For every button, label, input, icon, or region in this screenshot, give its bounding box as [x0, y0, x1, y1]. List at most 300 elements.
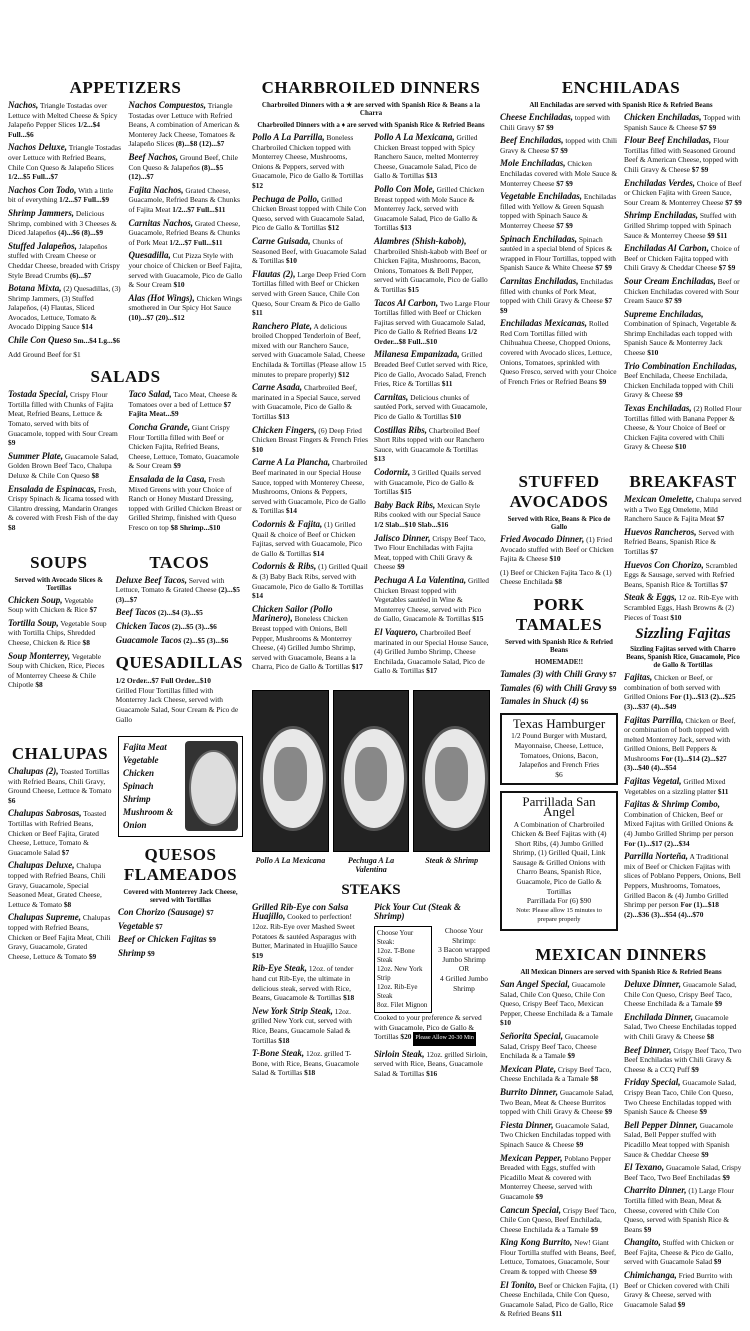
- item-name: Fajitas Vegetal,: [624, 776, 682, 787]
- item-name: Fajita Nachos,: [128, 184, 184, 195]
- item-price: (2)...$4 (3)...$5: [157, 608, 203, 618]
- item-name: Texas Enchiladas,: [624, 403, 692, 414]
- menu-item: [252, 1007, 368, 1045]
- menu-item: [8, 767, 112, 805]
- item-desc: Charbroiled Beef marinated in our Special House Sauce, (4) Grilled Jumbo Shrimp, Cheese Enchilada, Guacamole Salad, Pico de Gallo & Tortillas: [374, 627, 489, 676]
- item-desc: Guacamole Salad, Chile Con Queso, Crispy Beef Taco, Cheese Enchilada & a Tamale: [624, 980, 737, 1009]
- item-name: Sour Cream Enchiladas,: [624, 275, 716, 286]
- item-price: $9: [88, 951, 97, 961]
- item-desc: (1) Grilled Quail & (3) Baby Back Ribs, served with Guacamole, Pico de Gallo & Tortillas: [252, 562, 368, 591]
- item-name: Costillas Ribs,: [374, 424, 428, 435]
- item-price: $6: [8, 795, 16, 805]
- item-name: Tamales (6) with Chili Gravy: [500, 682, 608, 693]
- menu-item: [129, 219, 244, 248]
- menu-item: [252, 520, 368, 558]
- caption: Steak & Shrimp: [425, 855, 479, 865]
- item-price: (2)...$5 (3)...$6: [183, 635, 229, 645]
- menu-item: [8, 596, 110, 615]
- item-name: Codornis & Fajita,: [252, 518, 323, 529]
- item-desc: Topped with Spanish Sauce & Cheese: [624, 113, 741, 132]
- item-price: (8)...$5 (12)...$7: [128, 162, 224, 182]
- item-price: $9: [722, 1172, 730, 1182]
- item-price: $18: [278, 1035, 290, 1045]
- item-desc: Combination of Spinach, Vegetable & Shrimp Enchiladas each topped with Spanish Sauce & Monterrey Jack Cheese: [624, 319, 737, 358]
- item-price: $8: [35, 680, 43, 690]
- item-price: $9 $11: [707, 230, 728, 240]
- item-desc: Delicious chunks of sautéed Pork, served with Guacamole, Pico de Gallo & Tortillas: [374, 392, 488, 422]
- item-desc: Ground Beef, Chile Con Queso & Jalapeños: [128, 152, 238, 172]
- item-name: Soup Monterrey,: [8, 650, 71, 661]
- menu-item: [118, 908, 243, 918]
- item-name: Chile Con Queso: [8, 335, 72, 346]
- item-price: $7: [206, 908, 214, 918]
- item-desc: 12oz. of tender hand cut Rib-Eye, the ultimate in delicious steak, served with Rice, Beans, Guacamole & Tortillas: [252, 964, 354, 1003]
- menu-item: [624, 1163, 742, 1182]
- quesos-title: QUESOS FLAMEADOS: [123, 845, 238, 885]
- item-name: Fajitas,: [624, 672, 653, 683]
- shrimp-choices: Choose Your Shrimp: 3 Bacon wrapped Jumbo Shrimp OR 4 Grilled Jumbo Shrimp: [438, 926, 490, 993]
- menu-item: [8, 652, 110, 690]
- item-name: Chimichanga,: [624, 1270, 677, 1281]
- item-price: (4)...$6 (8)...$9: [58, 228, 104, 238]
- item-price: (2)...$5 (3)...$7: [115, 585, 240, 604]
- item-name: Friday Special,: [624, 1077, 681, 1088]
- item-name: Alas (Hot Wings),: [128, 292, 195, 303]
- item-name: Vegetable Enchiladas,: [500, 191, 583, 202]
- item-desc: Crispy Beef Taco, Two Flour Enchiladas with Fajita Meat, topped with Chili Gravy & Cheese: [374, 533, 486, 572]
- item-price: $11: [252, 308, 263, 318]
- charbroiled-left: [252, 133, 368, 680]
- item-price: $10: [670, 612, 682, 622]
- item-name: Enchiladas Verdes,: [624, 177, 696, 188]
- item-name: Summer Plate,: [8, 450, 64, 461]
- item-name: Beef Enchiladas,: [500, 135, 564, 146]
- menu-item: [500, 113, 618, 132]
- item-name: Deluxe Dinner,: [624, 979, 682, 990]
- item-price: 1/2...$7 Full...$11: [172, 204, 226, 214]
- item-name: Beef or Chicken Fajitas: [117, 934, 207, 945]
- item-name: Tortilla Soup,: [8, 617, 59, 628]
- item-price: $15: [407, 284, 419, 294]
- item-desc: Chalupas topped with Refried Beans, Chicken or Beef Fajita Meat, Chili Gravy, Guacamole, Grated Cheese, Lettuce & Tomato: [8, 913, 111, 961]
- item-price: $7: [61, 847, 70, 857]
- salads-left: [8, 390, 123, 536]
- wait-badge: Please Allow 20-30 Min: [413, 1032, 476, 1046]
- item-price: Sm...$4 Lg...$6: [73, 336, 120, 346]
- menu-item: [500, 1065, 618, 1084]
- menu-item: [8, 284, 123, 332]
- menu-item: [624, 1046, 742, 1075]
- item-desc: Grilled Chicken Breast topped with Mole Sauce & Monterrey Jack, served with Guacamole Salad, Pico de Gallo & Tortillas: [374, 184, 485, 233]
- item-price: $7 $9: [718, 263, 736, 273]
- item-name: Enchiladas Al Carbon,: [624, 243, 709, 254]
- item-name: Huevos Rancheros,: [624, 526, 697, 537]
- item-price: $12: [338, 369, 350, 379]
- item-desc: Combination of Chicken, Beef or Mixed Fajitas with Grilled Onions & (4) Jumbo Grilled Shrimp per person: [624, 809, 734, 839]
- item-name: Concha Grande,: [128, 422, 191, 433]
- menu-item: [374, 501, 490, 530]
- item-price: $9: [147, 948, 155, 958]
- item-price: $10: [500, 1018, 512, 1028]
- fajita-option: Spinach: [122, 781, 154, 792]
- menu-item: [624, 211, 742, 240]
- item-price: $10: [285, 256, 297, 266]
- item-desc: Grated Cheese, Guacamole, Refried Beans & Chunks of Pork Meat: [128, 218, 241, 247]
- item-price: $6: [580, 697, 589, 707]
- item-price: $9: [604, 1107, 613, 1117]
- item-price: $7: [609, 669, 617, 679]
- item-desc: Charbroiled Beef, marinated in a Special Sauce, served with Guacamole, Pico de Gallo & Tortillas: [252, 383, 361, 422]
- item-name: Shrimp: [117, 947, 146, 958]
- menu-item: [8, 861, 112, 909]
- item-price: $7 $9: [551, 145, 568, 155]
- item-desc: Triangle Tostadas over Lettuce with Refried Beans, Chile Con Queso & Jalapeño Slices: [8, 143, 121, 172]
- photo-pollo-mexicana: [252, 690, 329, 852]
- menu-item: [8, 336, 123, 346]
- item-name: Carnitas Enchiladas,: [500, 275, 579, 286]
- item-name: Enchiladas Mexicanas,: [500, 318, 588, 329]
- item-name: Fajitas & Shrimp Combo,: [624, 799, 721, 810]
- item-desc: Fresh, Crispy Spinach & Jicama tossed with Cilantro dressing, Mandarin Oranges & covered with Fresh Fish of the day: [8, 484, 119, 523]
- menu-item: [116, 608, 243, 618]
- caption: Pechuga A La Valentina: [347, 855, 395, 874]
- item-desc: Spinach sautéed in a special blend of Spices & wrapped in Flour Tortillas, topped with Spanish Sauce & White Cheese: [500, 234, 616, 273]
- menu-item: [129, 475, 244, 533]
- item-desc: Vegetable Soup with Chicken & Rice: [8, 595, 94, 615]
- appetizers-right: [129, 101, 244, 350]
- item-price: $8 Shrimp...$10: [170, 522, 221, 532]
- item-desc: Mexican Style Ribs cooked with our Special Sauce: [374, 500, 481, 520]
- item-price: $9: [691, 1064, 699, 1074]
- item-desc: Beef or Chicken Fajita, (1) Cheese Enchilada, Chile Con Queso, Guacamole Salad, Pico de Gallo, Rice & Refried Beans: [500, 1280, 618, 1319]
- item-name: Ensalada de Espinacas,: [8, 483, 97, 494]
- quesadillas-desc: Grilled Flour Tortillas filled with Monterrey Jack Cheese, served with Guacamole Salad, Sour Cream & Pico de Gallo: [115, 685, 239, 724]
- tamales-title: PORK TAMALES: [515, 594, 603, 634]
- item-name: Carne Asada,: [252, 382, 303, 393]
- item-price: $8: [82, 637, 90, 647]
- item-price: $14: [81, 322, 93, 332]
- fajita-option: Fajita Meat: [122, 742, 167, 753]
- item-name: Pollo A La Mexicana,: [374, 132, 455, 142]
- item-price: $7 $9: [595, 263, 612, 273]
- menu-item: [252, 237, 368, 266]
- menu-item: [624, 777, 742, 796]
- menu-item: [624, 495, 742, 524]
- menu-item: [129, 251, 244, 289]
- photo-captions: [252, 856, 490, 874]
- item-desc: Grilled Mixed Vegetables on a sizzling platter: [624, 777, 726, 796]
- item-desc: Chicken or Beef, or combination of both topped with melted Monterrey Jack, served with Grilled Onions, Bell Peppers & Mushrooms: [624, 715, 736, 763]
- item-name: Burrito Dinner,: [500, 1086, 559, 1097]
- item-desc: Poblano Pepper Breaded with Eggs, stuffed with Picadillo Meat & covered with Monterrey Cheese, served with Guacamole: [500, 1153, 611, 1201]
- charbroiled-right: [374, 133, 490, 680]
- fajita-box: [118, 736, 243, 837]
- item-desc: (1) Beef or Chicken Fajita Taco & (1) Cheese Enchilada: [500, 567, 612, 587]
- fajitas-title: Sizzling Fajitas: [635, 626, 731, 643]
- item-desc: (1) Large Flour Tortilla filled with Bean, Meat & Cheese, covered with Chile Con Queso, served with Spanish Rice & Beans: [624, 1186, 734, 1234]
- item-desc: With a little bit of everything: [8, 185, 114, 205]
- item-desc: (1) Grilled Quail & choice of Beef or Chicken Fajitas, served with Guacamole, Pico de Gallo & Tortillas: [252, 519, 363, 558]
- item-desc: New! Giant Flour Tortilla stuffed with Beans, Beef, Lettuce, Tomatoes, Guacamole, Sour Cream & topped with Cheese: [500, 1238, 617, 1277]
- item-price: $7 $9: [556, 178, 573, 188]
- item-name: Steak & Eggs,: [624, 592, 677, 603]
- menu-item: [8, 186, 123, 205]
- item-name: Fried Avocado Dinner,: [500, 534, 585, 544]
- menu-item: [624, 244, 742, 273]
- item-price: $7 $9: [556, 220, 573, 230]
- item-name: Tamales (3) with Chili Gravy: [500, 668, 608, 679]
- salads-section: [8, 367, 243, 536]
- item-name: Cheese Enchiladas,: [500, 112, 574, 122]
- item-desc: Beef Enchilada, Cheese Enchilada, Chicken Enchilada topped with Chili Gravy & Cheese: [624, 371, 734, 400]
- item-desc: Charbroiled Beef Short Ribs topped with our Ranchero Sauce, with Guacamole & Tortillas: [374, 425, 485, 454]
- item-price: $19: [252, 950, 264, 960]
- item-price: $7 $9: [691, 164, 709, 174]
- charbroiled-section: [252, 78, 490, 680]
- item-name: Tacos Al Carbon,: [374, 297, 439, 308]
- menu-item: [374, 576, 490, 624]
- fajita-option: Shrimp: [122, 794, 151, 805]
- menu-item: [252, 195, 368, 233]
- item-desc: Served with Refried Beans, Spanish Rice & Tortillas: [624, 527, 734, 556]
- item-desc: Scrambled Eggs & Sausage, served with Refried Beans, Spanish Rice & Tortillas: [624, 560, 738, 589]
- item-desc: Guacamole Salad, Two Chicken Enchiladas topped with Spinach Sauce & Cheese: [500, 1120, 611, 1149]
- item-price: $9: [677, 1299, 686, 1309]
- item-name: Beef Dinner,: [624, 1044, 672, 1055]
- menu-item: [374, 299, 490, 347]
- item-name: Parrilla Norteña,: [624, 851, 689, 862]
- item-price: (8)...$8 (12)...$7: [175, 139, 225, 149]
- menu-item: [252, 133, 368, 191]
- menu-item: [500, 1121, 618, 1150]
- item-name: Beef Tacos: [115, 607, 157, 618]
- item-price: $8: [63, 899, 72, 909]
- item-name: Vegetable: [117, 920, 154, 931]
- item-name: Rib-Eye Steak,: [252, 963, 307, 974]
- item-price: $8: [8, 522, 16, 532]
- item-name: New York Strip Steak,: [252, 1005, 333, 1016]
- menu-item: [624, 800, 742, 848]
- item-price: $9: [598, 376, 607, 386]
- item-price: $13: [374, 454, 386, 464]
- menu-item: [624, 852, 742, 919]
- fajita-photo: [185, 741, 238, 831]
- item-name: Chicken Fingers,: [252, 424, 317, 435]
- item-price: $10: [449, 412, 462, 422]
- item-desc: Crispy Beef Taco, Cheese Enchilada & a Tamale: [500, 1064, 612, 1084]
- item-desc: Jalapeños stuffed with Cream Cheese or Cheddar Cheese, breaded with Crispy Style Bread Crumbs: [8, 241, 120, 280]
- menu-item: [8, 619, 110, 648]
- item-name: Señorita Special,: [500, 1031, 564, 1041]
- item-desc: Choice of Beef or Chicken Fajita with Green Sauce, Sour Cream & Monterrey Cheese: [624, 178, 742, 207]
- item-desc: 12oz. grilled T-Bone, with Rice, Beans, Guacamole Salad & Tortillas: [252, 1049, 359, 1078]
- item-price: $7: [89, 605, 97, 615]
- item-price: $9: [590, 1224, 599, 1234]
- item-name: Codornis & Ribs,: [252, 561, 317, 572]
- menu-item: [500, 684, 618, 694]
- quesadillas-title: QUESADILLAS: [115, 653, 243, 673]
- item-desc: Choice of Beef or Chicken Fajita topped with Chili Gravy & Cheddar Cheese: [624, 244, 740, 273]
- menu-item: [252, 383, 368, 421]
- menu-item: [129, 186, 244, 215]
- item-name: Spinach Enchiladas,: [500, 233, 578, 244]
- item-desc: Chicken or Beef, or combination of both served with Grilled Onions: [624, 673, 721, 702]
- item-price: 1/2...$7 Full...$9: [59, 195, 110, 205]
- item-name: Nachos Deluxe,: [8, 142, 67, 153]
- item-desc: Flour Tortillas filled with Seasoned Ground Beef & American Cheese, topped with Chili Gravy & Cheese: [624, 136, 739, 174]
- item-price: $18: [304, 1068, 316, 1078]
- chalupas-title: CHALUPAS: [11, 744, 109, 764]
- item-price: $9: [643, 1224, 652, 1234]
- menu-item: [129, 101, 244, 149]
- menu-item: [500, 670, 618, 680]
- item-desc: Fresh Mixed Greens with your Choice of Ranch or Honey Mustard Dressing, topped with Grilled Chicken Breast or Grilled Shrimp, finished with Queso Fresco on top: [128, 475, 242, 532]
- menu-item: [500, 1032, 618, 1061]
- menu-item: [624, 528, 742, 557]
- menu-item: [500, 1206, 618, 1235]
- avocados-title: STUFFED AVOCADOS: [509, 472, 609, 511]
- menu-item: [118, 922, 243, 932]
- item-desc: Chalupa served with a Two Egg Omelette, Mild Ranchero Sauce & Fajita Meat: [624, 495, 742, 524]
- item-price: $14: [252, 591, 264, 601]
- item-name: Charrito Dinner,: [624, 1185, 687, 1196]
- item-price: $17: [426, 666, 438, 676]
- soups-note: Served with Avocado Slices & Tortillas: [14, 575, 104, 592]
- item-name: Pechuga A La Valentina,: [374, 574, 467, 585]
- item-price: $10: [173, 280, 185, 290]
- item-name: Baby Back Ribs,: [374, 499, 436, 510]
- item-price: $13: [426, 171, 438, 181]
- breakfast-title: BREAKFAST: [629, 472, 737, 491]
- item-price: $8: [91, 471, 99, 480]
- left-column: [8, 70, 243, 973]
- quesos-note: Covered with Monterrey Jack Cheese, served with Tortillas: [123, 888, 238, 905]
- menu-item: [116, 576, 243, 605]
- pick-title: Pick Your Cut (Steak & Shrimp): [374, 901, 461, 922]
- item-name: Stuffed Jalapeños,: [8, 240, 77, 251]
- item-price: $7 $9: [665, 296, 682, 306]
- item-desc: Chicken Enchiladas covered with Mole Sauce & Monterrey Cheese: [500, 159, 618, 188]
- item-name: Nachos Con Todo,: [8, 184, 77, 195]
- item-price: $7 $9: [536, 122, 554, 132]
- item-desc: Charbroiled Beef marinated in our Special House Sauce, topped with Monterey Cheese, Mushrooms, Onions & Peppers, served with Guacamole, Pico de Gallo & Tortillas: [252, 458, 368, 516]
- menu-item: [8, 101, 123, 139]
- steaks-title: STEAKS: [341, 881, 401, 898]
- menu-item: [500, 136, 618, 155]
- item-desc: Enchiladas filled with Yellow & Green Squash topped with Spinach Sauce & Monterrey Cheese: [500, 192, 617, 230]
- item-price: For (1)...$13 (2)...$25 (3)...$37 (4)...$49: [624, 692, 736, 711]
- menu-item: [500, 235, 618, 273]
- item-desc: Taco Meat, Cheese & Tomatoes over a bed of Lettuce: [128, 390, 238, 409]
- item-desc: Chalupa topped with Refried Beans, Chili Gravy, Guacamole, Special Seasoned Meat, Grated Cheese, Lettuce & Tomato: [8, 861, 106, 909]
- item-price: $12: [252, 180, 264, 190]
- item-price: $7 $9: [699, 122, 717, 132]
- chalupas-section: [8, 736, 112, 965]
- menu-item: [252, 426, 368, 455]
- item-desc: topped with Chili Gravy & Cheese: [500, 136, 618, 155]
- item-name: Grilled Rib-Eye con Salsa Huajillo,: [252, 901, 349, 922]
- item-price: $8: [706, 1032, 715, 1041]
- appetizers-left: [8, 101, 123, 350]
- item-name: El Tonito,: [500, 1279, 537, 1290]
- item-price: $14: [285, 506, 297, 516]
- item-desc: Guacamole Salad, Crispy Bean Taco, Chile Con Queso, Two Cheese Enchiladas topped with Spanish Sauce & Cheese: [624, 1078, 737, 1117]
- item-desc: Beef or Chicken Enchiladas covered with Sour Cream Sauce: [624, 276, 740, 306]
- item-desc: Triangle Tostadas over Lettuce with Melted Cheese & Spicy Jalapeño Pepper Slices: [8, 101, 118, 130]
- menu-item: [500, 568, 618, 587]
- soups-title: SOUPS: [30, 552, 88, 572]
- menu-item: [624, 673, 742, 711]
- caption: Pollo A La Mexicana: [255, 855, 326, 865]
- menu-item: [374, 534, 490, 572]
- item-price: $9: [208, 935, 216, 945]
- item-name: El Vaquero,: [374, 626, 419, 637]
- menu-item: [8, 390, 123, 448]
- fajita-option: Mushroom & Onion: [122, 807, 174, 831]
- item-desc: Stuffed with Grilled Shrimp topped with Spinach Sauce & Monterrey Cheese: [624, 211, 737, 240]
- item-name: Chicken Sailor (Pollo Marinero),: [252, 603, 333, 624]
- mexican-section: MEXICAN DINNERS All Mexican Dinners are served with Spanish Rice & Refried Beans San Angel Special, Guacamole Salad, Chile Con Queso, Chile Con Queso, Crispy Beef Taco, Mexican Pepper, Cheese Enchilada & a Tamale $10 Señorita Special, Guacamole Salad, Crispy Beef Taco, Cheese Enchilada & a Tamale $9 Mexican Plate, Crispy Beef Taco, Cheese Enchilada & a Tamale $8 Burrito Dinner, Guacamole Salad, Two Bean, Meat & Cheese Burritos topped with Chili Gravy & Cheese $9 Fiesta Dinner, Guacamole Salad, Two Chicken Enchiladas topped with Spinach Sauce & Cheese $9 Mexican Pepper, Poblano Pepper Breaded with Eggs, stuffed with Picadillo Meat & covered with Monterrey Cheese, served with Guacamole $9 Cancun Special, Crispy Beef Taco, Chile Con Queso, Beef Enchilada, Cheese Enchilada & a Tamale $9 King Kong Burrito, New! Giant Flour Tortilla stuffed with Beans, Beef, Lettuce, Tomatoes, Guacamole, Sour Cream & topped with Cheese $9 El Tonito, Beef or Chicken Fajita, (1) Cheese Enchilada, Chile Con Queso, Guacamole Salad, Pico de Gallo, Rice & Refried Beans $11 Deluxe Dinner, Guacamole Salad, Chile Con Queso, Crispy Beef Taco, Cheese Enchilada & a Tamale $9 Enchilada Dinner, Guacamole Salad, Two Cheese Enchiladas topped with Chili Gravy & Cheese $8 Beef Dinner, Crispy Beef Taco, Two Beef Enchiladas with Chili Gravy & Cheese & a CCQ Puff $9 Friday Special, Guacamole Salad, Crispy Bean Taco, Chile Con Queso, Two Cheese Enchiladas topped with Spanish Sauce & Cheese $9 Bell Pepper Dinner, Guacamole Salad, Bell Pepper stuffed with Picadillo Meat topped with Spanish Sauce & Cheddar Cheese $9 El Texano, Guacamole Salad, Crispy Beef Taco, Two Beef Enchiladas $9 Charrito Dinner, (1) Large Flour Tortilla filled with Bean, Meat & Cheese, covered with Chile Con Queso, served with Spanish Rice & Beans $9 Changito, Stuffed with Chicken or Beef Fajita, Cheese & Pico de Gallo, served with Guacamole Salad $9 Chimichanga, Fried Burrito with Beef or Chicken covered with Chili Gravy & Cheese, served with Guacamole Salad $9: [500, 945, 742, 1319]
- menu-item: [500, 535, 618, 564]
- menu-item: [624, 1271, 742, 1309]
- item-price: $9: [713, 1257, 722, 1267]
- item-price: 1/2...$5 Full...$7: [8, 172, 58, 182]
- item-price: $11: [551, 1309, 563, 1319]
- menu-item: [624, 404, 742, 452]
- item-price: $13: [278, 412, 290, 422]
- item-price: $7: [155, 921, 163, 931]
- item-name: Mexican Plate,: [500, 1063, 556, 1074]
- item-name: Botana Mixta,: [8, 283, 62, 294]
- item-desc: Crispy Beef Taco, Chile Con Queso, Beef Enchilada, Cheese Enchilada & a Tamale: [500, 1205, 617, 1234]
- item-name: Con Chorizo (Sausage): [117, 907, 205, 918]
- item-price: $9: [397, 562, 405, 572]
- item-desc: Grilled Chicken Breast topped with Vegetables sautéed in Wine & Monterrey Cheese, served with Pico de Gallo, Guacamole & Tortillas: [374, 575, 489, 624]
- item-price: $11: [441, 379, 453, 389]
- item-name: Jalisco Dinner,: [374, 532, 431, 543]
- item-name: Chicken Soup,: [8, 594, 63, 605]
- item-name: Taco Salad,: [128, 389, 172, 400]
- item-desc: Grilled Chicken Breast topped with Chile Con Queso, served with Guacamole Salad, Pico de Gallo & Tortillas: [252, 194, 367, 233]
- item-price: $9: [699, 1107, 707, 1117]
- item-desc: Cut Pizza Style with your choice of Chicken or Beef Fajita, served with Guacamole, Pico de Gallo & Sour Cream: [128, 251, 243, 290]
- item-desc: (2) Quesadillas, (3) Shrimp Jammers, (3) Stuffed Jalapeños, (4) Flautas, Sliced Avocados, Lettuce, Tomato & Avocado Dipping Sauce: [8, 284, 121, 332]
- middle-column: [252, 70, 490, 1091]
- menu-item: [624, 362, 742, 400]
- item-desc: Crispy Beef Taco, Two Beef Enchiladas with Chili Gravy & Cheese & a CCQ Puff: [624, 1045, 742, 1074]
- item-desc: Chunks of Seasoned Beef, with Guacamole Salad & Tortillas: [252, 236, 367, 266]
- item-name: Carne A La Plancha,: [252, 457, 331, 468]
- item-desc: Charbroiled Shish-kabob with Beef or Chicken Fajita, Mushrooms, Bacon, Onions, Tomatoes & Bell Pepper, served with Guacamole, Pico de Gallo & Tortillas: [374, 246, 488, 294]
- item-name: Supreme Enchiladas,: [624, 308, 704, 319]
- menu-item: [252, 903, 368, 961]
- item-price: $8: [554, 577, 562, 587]
- item-name: Codorniz,: [374, 467, 411, 477]
- menu-item: [624, 1121, 742, 1159]
- item-name: Mole Enchiladas,: [500, 158, 566, 169]
- menu-item: [8, 913, 112, 961]
- menu-item: [500, 1238, 618, 1276]
- charbroiled-note-1: Charbroiled Dinners with a ★ are served with Spanish Rice & Beans a la Charra: [261, 101, 481, 117]
- item-desc: Toasted Tortillas with Refried Beans, Chili Gravy, Ground Cheese, Lettuce & Tomato: [8, 767, 112, 796]
- menu-item: [624, 136, 742, 174]
- item-desc: Giant Crispy Flour Tortilla filled with Beef or Chicken Fajita, Refried Beans, Cheese, Lettuce, Tomato, Guacamole & Sour Cream: [128, 423, 240, 471]
- menu-item: [500, 1154, 618, 1202]
- item-price: $15: [400, 487, 412, 497]
- hamburger-box: Texas Hamburger 1/2 Pound Burger with Mustard, Mayonnaise, Cheese, Lettuce, Tomatoes, Onions, Bacon, Jalapeños and French Fries $6: [500, 713, 618, 786]
- item-name: Shrimp Jammers,: [8, 207, 75, 218]
- appetizers-section: [8, 78, 243, 359]
